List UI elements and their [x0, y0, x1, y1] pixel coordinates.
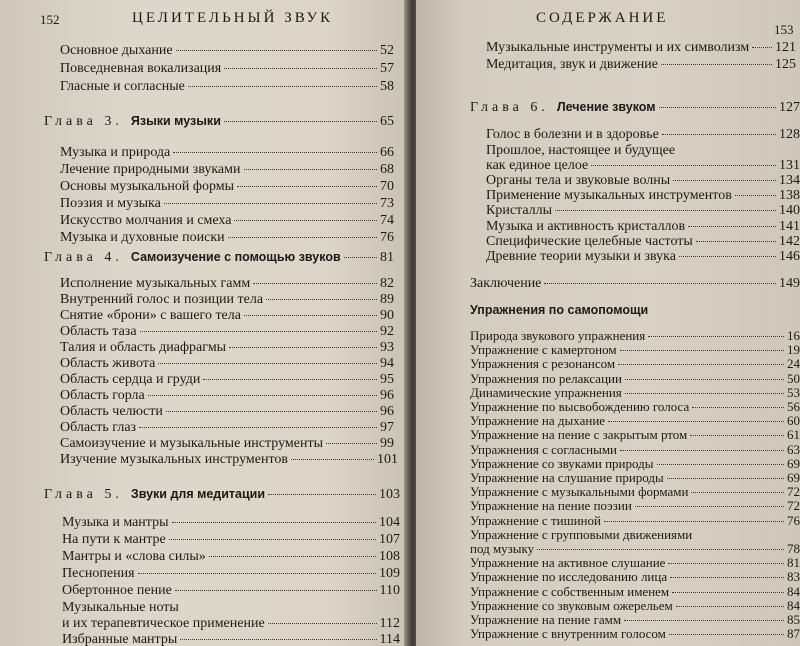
toc-entry: Упражнение с тишиной 76 [470, 512, 800, 528]
toc-entry: Область челюсти 96 [60, 404, 394, 419]
right-page [416, 0, 800, 646]
toc-entry-line1: Упражнение с групповыми движениями [470, 526, 693, 542]
toc-entry: Гласные и согласные 58 [60, 79, 394, 94]
chapter-heading: Глава 3. Языки музыки 65 [44, 114, 394, 129]
toc-entry: Упражнение на пение гамм 85 [470, 612, 800, 627]
toc-entry: Динамические упражнения 53 [470, 384, 800, 400]
toc-entry-line1: Музыкальные ноты [62, 600, 179, 615]
toc-entry: Упражнение с внутренним голосом 87 [470, 626, 800, 642]
toc-entry: Упражнение с камертоном 19 [470, 342, 800, 358]
toc-entry: Повседневная вокализация 57 [60, 61, 394, 76]
toc-entry-line1: Прошлое, настоящее и будущее [486, 143, 676, 158]
toc-entry-conclusion: Заключение 149 [470, 276, 800, 291]
chapter-heading: Глава 5. Звуки для медитации 103 [44, 487, 400, 502]
toc-entry: Природа звукового упражнения 16 [470, 328, 800, 343]
toc-entry: Область горла 96 [60, 388, 394, 403]
toc-entry: Избранные мантры 114 [62, 632, 400, 646]
toc-entry: Поэзия и музыка 73 [60, 196, 394, 211]
toc-entry: Упражнение на дыхание 60 [470, 413, 800, 429]
toc-entry: Лечение природными звуками 68 [60, 162, 394, 177]
running-head: СОДЕРЖАНИЕ [536, 10, 669, 26]
chapter-heading: Глава 4. Самоизучение с помощью звуков 81 [44, 250, 394, 265]
toc-entry: Медитация, звук и движение 125 [486, 57, 796, 72]
toc-entry: Снятие «брони» с вашего тела 90 [60, 308, 394, 323]
toc-entry: Упражнения по релаксации 50 [470, 370, 800, 386]
toc-entry: Кристаллы 140 [486, 203, 800, 218]
toc-entry: Мантры и «слова силы» 108 [62, 549, 400, 564]
toc-entry: Упражнение с собственным именем 84 [470, 583, 800, 599]
toc-entry: Изучение музыкальных инструментов 101 [60, 452, 398, 467]
toc-entry: Внутренний голос и позиции тела 89 [60, 292, 394, 307]
toc-entry: Область таза 92 [60, 324, 394, 339]
toc-entry: Музыка и мантры 104 [62, 515, 400, 530]
page-number: 152 [40, 12, 60, 27]
chapter-heading: Глава 6. Лечение звуком 127 [470, 100, 800, 115]
toc-entry: Музыка и активность кристаллов 141 [486, 219, 800, 234]
toc-entry: Упражнение на пение с закрытым ртом 61 [470, 427, 800, 443]
toc-entry: Упражнение на пение поэзии 72 [470, 498, 800, 514]
toc-entry: Упражнение на слушание природы 69 [470, 470, 800, 485]
section-heading: Упражнения по самопомощи [470, 303, 649, 317]
running-head: ЦЕЛИТЕЛЬНЫЙ ЗВУК [132, 10, 334, 26]
toc-entry: Голос в болезни и в здоровье 128 [486, 127, 800, 142]
toc-entry: Искусство молчания и смеха 74 [60, 213, 394, 228]
toc-entry: Упражнение с музыкальными формами 72 [470, 484, 800, 500]
toc-entry: Талия и область диафрагмы 93 [60, 340, 394, 355]
toc-entry: Область сердца и груди 95 [60, 372, 394, 387]
toc-entry: Исполнение музыкальных гамм 82 [60, 276, 394, 291]
toc-entry: Упражнение со звуковым ожерельем 84 [470, 597, 800, 613]
toc-entry: Песнопения 109 [62, 566, 400, 581]
toc-entry: Музыка и духовные поиски 76 [60, 230, 394, 245]
toc-entry: Основное дыхание 52 [60, 43, 394, 58]
toc-entry: Органы тела и звуковые волны 134 [486, 173, 800, 188]
toc-entry: Музыкальные инструменты и их символизм 121 [486, 40, 796, 55]
toc-entry: Самоизучение и музыкальные инструменты 99 [60, 436, 394, 451]
toc-entry: Область живота 94 [60, 356, 394, 371]
toc-entry: Упражнение на активное слушание 81 [470, 555, 800, 571]
page-number: 153 [774, 22, 794, 37]
toc-entry: Упражнение по высвобождению голоса 56 [470, 399, 800, 414]
toc-entry: Основы музыкальной формы 70 [60, 179, 394, 194]
toc-entry: Упражнения с согласными 63 [470, 441, 800, 457]
toc-entry: Применение музыкальных инструментов 138 [486, 188, 800, 203]
toc-entry: Упражнение со звуками природы 69 [470, 455, 800, 471]
toc-entry: под музыку 78 [470, 541, 800, 556]
toc-entry: Область глаз 97 [60, 420, 394, 435]
toc-entry: Специфические целебные частоты 142 [486, 234, 800, 249]
toc-entry: и их терапевтическое применение 112 [62, 616, 400, 631]
toc-entry: Обертонное пение 110 [62, 583, 400, 598]
toc-entry: Древние теории музыки и звука 146 [486, 249, 800, 264]
toc-entry: Упражнения с резонансом 24 [470, 356, 800, 372]
toc-entry: На пути к мантре 107 [62, 532, 400, 547]
toc-entry: как единое целое 131 [486, 158, 800, 173]
toc-entry: Упражнение по исследованию лица 83 [470, 569, 800, 585]
toc-entry: Музыка и природа 66 [60, 145, 394, 160]
